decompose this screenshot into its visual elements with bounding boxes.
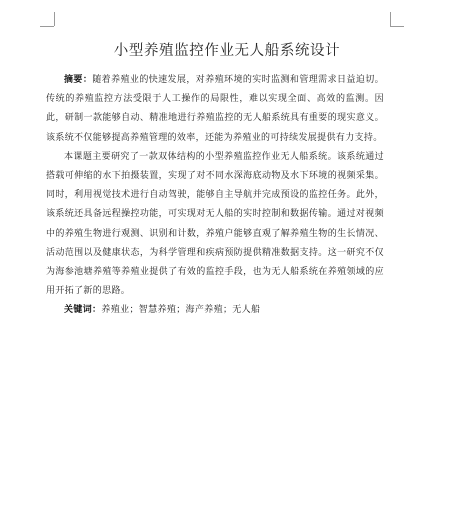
document-body bbox=[46, 71, 384, 321]
crop-mark-top-right-horizontal bbox=[390, 26, 404, 27]
crop-mark-top-left-horizontal bbox=[40, 26, 54, 27]
abstract-text-2: 本课题主要研究了一款双体结构的小型养殖监控作业无人船系统。该系统通过搭载可伸缩的水下拍摄装置，实现了对不同水深海底动物及水下环境的视频采集。同时，利用视觉技术进行自动驾驶，能够自主导航并完成预设的监控任务。此外，该系统还具备远程操控功能，可实现对无人船的实时控制和数据传输。通过对视频中的养殖生物进行观测、识别和计数，养殖户能够直观了解养殖生物的生长情况、活动范围以及健康状态，为科学管理和疾病预防提供精准数据支持。这一研究不仅为海参池塘养殖等养殖业提供了有效的监控手段，也为无人船系统在养殖领域的应用开拓了新的思路。 bbox=[46, 151, 384, 297]
crop-mark-top-left-vertical bbox=[54, 12, 55, 26]
abstract-text-1: 随着养殖业的快速发展，对养殖环境的实时监测和管理需求日益迫切。传统的养殖监控方法受限于人工操作的局限性，难以实现全面、高效的监测。因此，研制一款能够自动、精准地进行养殖监控的无人船系统具有重要的现实意义。该系统不仅能够提高养殖管理的效率，还能为养殖业的可持续发展提供有力支持。 bbox=[46, 75, 384, 143]
keywords-value: 养殖业；智慧养殖；海产养殖；无人船 bbox=[101, 305, 261, 316]
abstract-paragraph-2 bbox=[46, 148, 384, 302]
keywords-label: 关键词： bbox=[64, 305, 102, 316]
keywords-line bbox=[46, 301, 384, 320]
document-title: 小型养殖监控作业无人船系统设计 bbox=[113, 43, 341, 59]
abstract-label: 摘要： bbox=[64, 75, 93, 85]
abstract-paragraph-1 bbox=[46, 71, 384, 148]
crop-mark-top-right-vertical bbox=[390, 12, 391, 26]
